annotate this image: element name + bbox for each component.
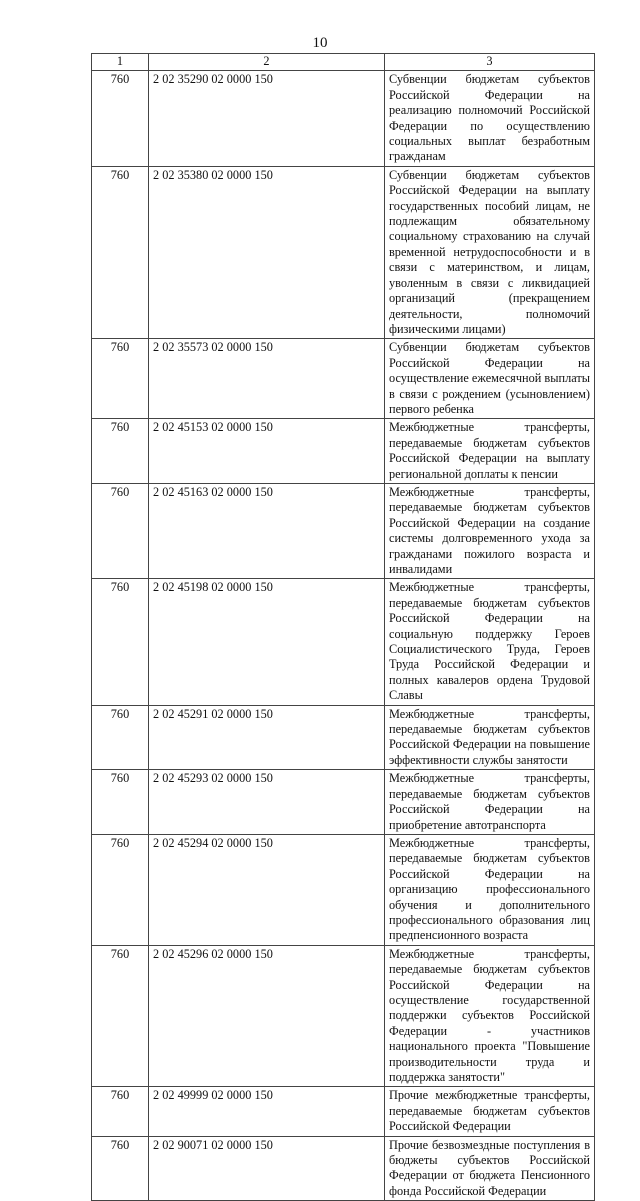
table-row xyxy=(92,579,595,705)
revenue-name-cell: Субвенции бюджетам субъектов Российской Федерации на осуществление ежемесячной выплаты в связи с рождением (усыновлением) первого ребенка xyxy=(385,339,595,419)
revenue-code-cell: 2 02 45296 02 0000 150 xyxy=(149,945,385,1087)
revenue-code-cell: 2 02 35380 02 0000 150 xyxy=(149,166,385,338)
revenue-name-cell: Межбюджетные трансферты, передаваемые бюджетам субъектов Российской Федерации на создание системы долговременного ухода за гражданами пожилого возраста и инвалидами xyxy=(385,483,595,578)
admin-code-cell: 760 xyxy=(92,419,149,484)
revenue-name-cell: Субвенции бюджетам субъектов Российской Федерации на выплату государственных пособий лицам, не подлежащим обязательному социальному страхованию на случай временной нетрудоспособности и в связи с материнством, и лицам, уволенным в связи с ликвидацией организаций (прекращением деятельности, полномочий физическими лицами) xyxy=(385,166,595,338)
admin-code-cell: 760 xyxy=(92,71,149,166)
revenue-name-cell: Межбюджетные трансферты, передаваемые бюджетам субъектов Российской Федерации на выплату региональной доплаты к пенсии xyxy=(385,419,595,484)
revenue-code-cell: 2 02 35573 02 0000 150 xyxy=(149,339,385,419)
revenue-code-cell: 2 02 90071 02 0000 150 xyxy=(149,1136,385,1201)
table-row xyxy=(92,339,595,419)
revenue-name-cell: Межбюджетные трансферты, передаваемые бюджетам субъектов Российской Федерации на осуществление государственной поддержки субъектов Российской Федерации - участников национального проекта "Повышение производительности труда и поддержка занятости" xyxy=(385,945,595,1087)
table-row xyxy=(92,834,595,945)
revenue-code-cell: 2 02 45153 02 0000 150 xyxy=(149,419,385,484)
revenue-codes-table xyxy=(91,53,595,1201)
revenue-name-cell: Прочие межбюджетные трансферты, передаваемые бюджетам субъектов Российской Федерации xyxy=(385,1087,595,1136)
revenue-code-cell: 2 02 45291 02 0000 150 xyxy=(149,705,385,770)
table-header-row xyxy=(92,54,595,71)
admin-code-cell: 760 xyxy=(92,945,149,1087)
admin-code-cell: 760 xyxy=(92,1087,149,1136)
admin-code-cell: 760 xyxy=(92,579,149,705)
table-row xyxy=(92,166,595,338)
admin-code-cell: 760 xyxy=(92,166,149,338)
revenue-code-cell: 2 02 45294 02 0000 150 xyxy=(149,834,385,945)
page-number: 10 xyxy=(312,35,328,51)
revenue-code-cell: 2 02 45163 02 0000 150 xyxy=(149,483,385,578)
table-row xyxy=(92,71,595,166)
table-row xyxy=(92,1087,595,1136)
admin-code-cell: 760 xyxy=(92,834,149,945)
revenue-name-cell: Межбюджетные трансферты, передаваемые бюджетам субъектов Российской Федерации на организацию профессионального обучения и дополнительного профессионального образования лиц предпенсионного возраста xyxy=(385,834,595,945)
column-header-2: 2 xyxy=(149,54,385,71)
table-row xyxy=(92,419,595,484)
revenue-code-cell: 2 02 35290 02 0000 150 xyxy=(149,71,385,166)
admin-code-cell: 760 xyxy=(92,1136,149,1201)
admin-code-cell: 760 xyxy=(92,705,149,770)
revenue-name-cell: Прочие безвозмездные поступления в бюджеты субъектов Российской Федерации от бюджета Пенсионного фонда Российской Федерации xyxy=(385,1136,595,1201)
revenue-name-cell: Межбюджетные трансферты, передаваемые бюджетам субъектов Российской Федерации на приобретение автотранспорта xyxy=(385,770,595,835)
revenue-code-cell: 2 02 45198 02 0000 150 xyxy=(149,579,385,705)
revenue-name-cell: Субвенции бюджетам субъектов Российской Федерации на реализацию полномочий Российской Федерации по осуществлению социальных выплат безработным гражданам xyxy=(385,71,595,166)
table-row xyxy=(92,483,595,578)
admin-code-cell: 760 xyxy=(92,770,149,835)
revenue-name-cell: Межбюджетные трансферты, передаваемые бюджетам субъектов Российской Федерации на социальную поддержку Героев Социалистического Труда, Героев Труда Российской Федерации и полных кавалеров ордена Трудовой Славы xyxy=(385,579,595,705)
table-row xyxy=(92,1136,595,1201)
revenue-code-cell: 2 02 49999 02 0000 150 xyxy=(149,1087,385,1136)
table-row xyxy=(92,705,595,770)
table-row xyxy=(92,945,595,1087)
revenue-code-cell: 2 02 45293 02 0000 150 xyxy=(149,770,385,835)
revenue-name-cell: Межбюджетные трансферты, передаваемые бюджетам субъектов Российской Федерации на повышение эффективности службы занятости xyxy=(385,705,595,770)
admin-code-cell: 760 xyxy=(92,483,149,578)
column-header-1: 1 xyxy=(92,54,149,71)
column-header-3: 3 xyxy=(385,54,595,71)
admin-code-cell: 760 xyxy=(92,339,149,419)
table-row xyxy=(92,770,595,835)
